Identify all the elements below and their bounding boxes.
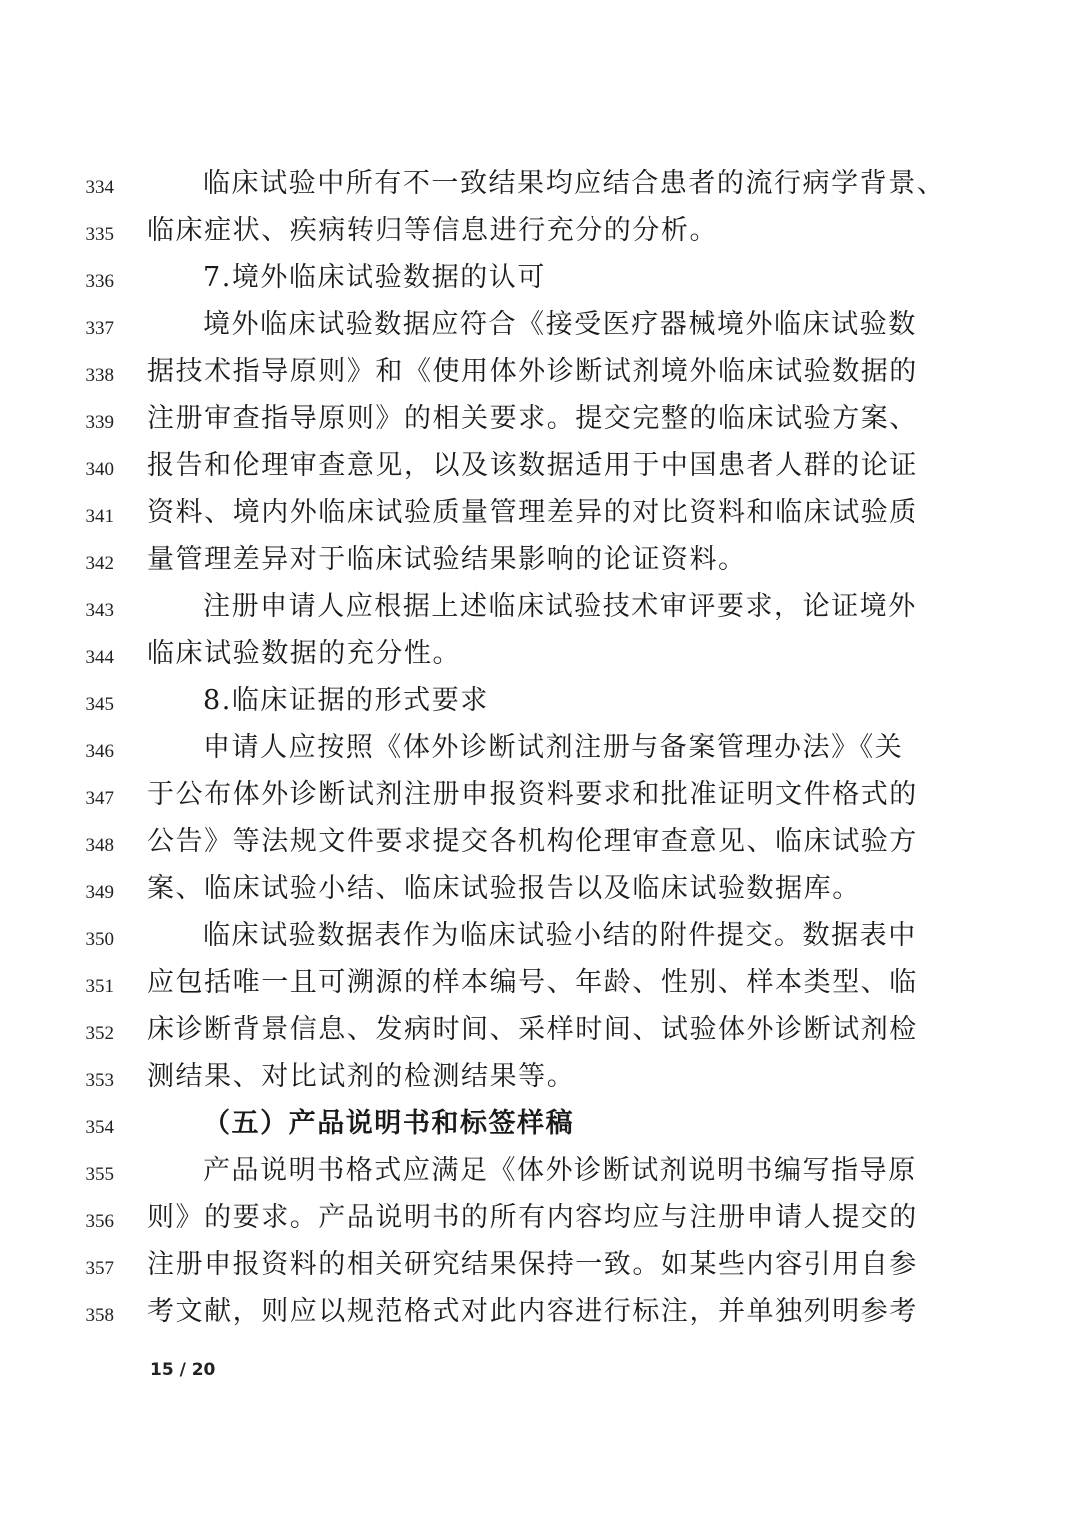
paragraph-text: 考文献，则应以规范格式对此内容进行标注，并单独列明参考 [147,1296,918,1327]
paragraph-text: 临床试验中所有不一致结果均应结合患者的流行病学背景、 [203,168,946,199]
text-line [0,540,1080,580]
line-number: 335 [85,224,114,245]
line-number: 344 [85,647,114,668]
text-line [0,822,1080,862]
section-heading: 8.临床证据的形式要求 [203,685,489,716]
paragraph-text: 临床试验数据表作为临床试验小结的附件提交。数据表中 [203,920,917,951]
text-line [0,493,1080,533]
text-line [0,1057,1080,1097]
paragraph-text: 临床试验数据的充分性。 [147,638,462,669]
line-number: 341 [85,506,114,527]
paragraph-text: 注册申请人应根据上述临床试验技术审评要求，论证境外 [203,591,917,622]
paragraph-text: 测结果、对比试剂的检测结果等。 [147,1061,576,1092]
text-line [0,963,1080,1003]
text-line [0,399,1080,439]
line-number: 352 [85,1023,114,1044]
paragraph-text: 注册审查指导原则》的相关要求。提交完整的临床试验方案、 [147,403,918,434]
text-line [0,1198,1080,1238]
section-heading: 7.境外临床试验数据的认可 [203,262,546,293]
text-line [0,446,1080,486]
paragraph-text: 临床症状、疾病转归等信息进行充分的分析。 [147,215,718,246]
paragraph-text: 报告和伦理审查意见，以及该数据适用于中国患者人群的论证 [147,450,918,481]
line-number: 355 [85,1164,114,1185]
text-line [0,728,1080,768]
line-number: 343 [85,600,114,621]
text-line [0,1292,1080,1332]
line-number: 339 [85,412,114,433]
line-number: 354 [85,1117,114,1138]
line-number: 348 [85,835,114,856]
text-line [0,164,1080,204]
paragraph-text: 应包括唯一且可溯源的样本编号、年龄、性别、样本类型、临 [147,967,918,998]
line-number: 334 [85,177,114,198]
paragraph-text: 资料、境内外临床试验质量管理差异的对比资料和临床试验质 [147,497,918,528]
paragraph-text: 公告》等法规文件要求提交各机构伦理审查意见、临床试验方 [147,826,918,857]
paragraph-text: 境外临床试验数据应符合《接受医疗器械境外临床试验数 [203,309,917,340]
text-line [0,1104,1080,1144]
page-number: 15 / 20 [150,1360,216,1380]
text-line [0,1010,1080,1050]
line-number: 342 [85,553,114,574]
text-line [0,869,1080,909]
section-heading: （五）产品说明书和标签样稿 [203,1108,575,1139]
paragraph-text: 于公布体外诊断试剂注册申报资料要求和批准证明文件格式的 [147,779,918,810]
line-number: 350 [85,929,114,950]
line-number: 336 [85,271,114,292]
line-number: 353 [85,1070,114,1091]
text-line [0,634,1080,674]
text-line [0,1151,1080,1191]
paragraph-text: 据技术指导原则》和《使用体外诊断试剂境外临床试验数据的 [147,356,918,387]
text-line [0,305,1080,345]
line-number: 347 [85,788,114,809]
line-number: 351 [85,976,114,997]
text-line [0,587,1080,627]
paragraph-text: 床诊断背景信息、发病时间、采样时间、试验体外诊断试剂检 [147,1014,918,1045]
text-line [0,258,1080,298]
text-line [0,352,1080,392]
paragraph-text: 产品说明书格式应满足《体外诊断试剂说明书编写指导原 [203,1155,917,1186]
line-number: 346 [85,741,114,762]
line-number: 356 [85,1211,114,1232]
paragraph-text: 申请人应按照《体外诊断试剂注册与备案管理办法》《关 [203,732,904,763]
line-number: 357 [85,1258,114,1279]
text-line [0,916,1080,956]
paragraph-text: 案、临床试验小结、临床试验报告以及临床试验数据库。 [147,873,861,904]
text-line [0,211,1080,251]
line-number: 340 [85,459,114,480]
line-number: 345 [85,694,114,715]
paragraph-text: 量管理差异对于临床试验结果影响的论证资料。 [147,544,747,575]
line-number: 349 [85,882,114,903]
line-number: 358 [85,1305,114,1326]
line-number: 338 [85,365,114,386]
text-line [0,1245,1080,1285]
paragraph-text: 注册申报资料的相关研究结果保持一致。如某些内容引用自参 [147,1249,918,1280]
text-line [0,775,1080,815]
text-line [0,681,1080,721]
line-number: 337 [85,318,114,339]
paragraph-text: 则》的要求。产品说明书的所有内容均应与注册申请人提交的 [147,1202,918,1233]
